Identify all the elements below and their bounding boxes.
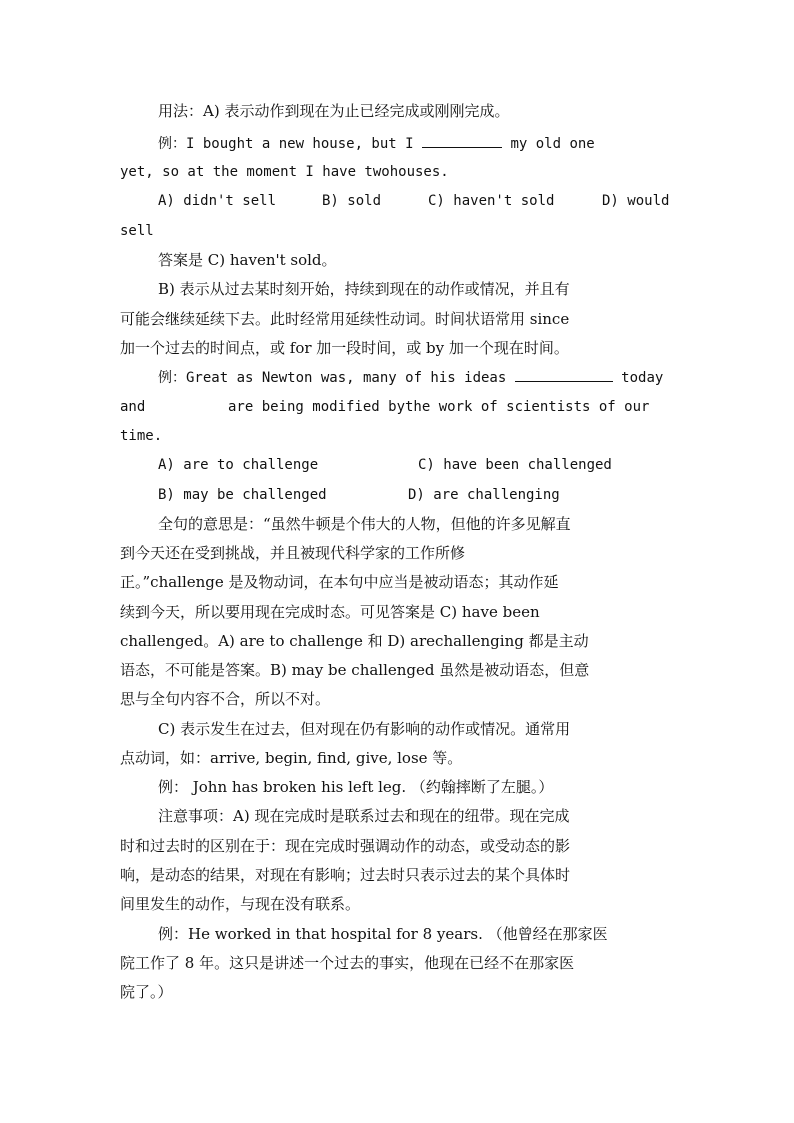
usage-c-line2: 点动词，如：arrive, begin, find, give, lose 等。	[120, 749, 463, 767]
usage-b-line3: 加一个过去的时间点，或 for 加一段时间，或 by 加一个现在时间。	[120, 339, 569, 357]
option-c: C) have been challenged	[418, 457, 612, 473]
example2-options-row2	[158, 485, 758, 505]
option-b: B) sold	[322, 193, 382, 209]
example1-line1	[158, 133, 758, 154]
explanation-line2: 到今天还在受到挑战，并且被现代科学家的工作所修	[120, 544, 466, 562]
notes-line3: 响，是动态的结果，对现在有影响；过去时只表示过去的某个具体时	[120, 866, 571, 884]
answer1-line: 答案是 C) haven't sold。	[158, 251, 337, 269]
example1-text-a: 例：I bought a new house, but I	[158, 136, 414, 152]
example3-line: 例： John has broken his left leg. （约翰摔断了左腿。）	[158, 778, 554, 796]
example2-text-c: are being modified bythe work of scientists of our	[228, 399, 650, 415]
notes-line1: 注意事项：A) 现在完成时是联系过去和现在的纽带。现在完成	[158, 807, 570, 825]
explanation-line4: 续到今天，所以要用现在完成时态。可见答案是 C) have been	[120, 603, 540, 621]
explanation-line7: 思与全句内容不合，所以不对。	[120, 690, 331, 708]
usage-b-line1: B) 表示从过去某时刻开始，持续到现在的动作或情况，并且有	[158, 280, 570, 298]
explanation-line6: 语态，不可能是答案。B) may be challenged 虽然是被动语态，但意	[120, 661, 590, 679]
notes-line4: 间里发生的动作，与现在没有联系。	[120, 895, 361, 913]
example1-blank	[422, 133, 502, 148]
option-a: A) didn't sell	[158, 193, 277, 209]
notes-line2: 时和过去时的区别在于：现在完成时强调动作的动态，或受动态的影	[120, 837, 571, 855]
example2-blank	[515, 367, 613, 382]
example4-line2: 院工作了 8 年。这只是讲述一个过去的事实，他现在已经不在那家医	[120, 954, 575, 972]
example2-and: and	[120, 399, 146, 415]
option-c: C) haven't sold	[428, 193, 555, 209]
option-d: D) are challenging	[408, 487, 560, 503]
option-d: D) would	[602, 193, 670, 209]
example4-line1: 例：He worked in that hospital for 8 years. （他曾经在那家医	[158, 925, 608, 943]
example1-text-b: my old one	[510, 136, 595, 152]
option-b: B) may be challenged	[158, 487, 327, 503]
explanation-line5: challenged。A) are to challenge 和 D) arechallenging 都是主动	[120, 632, 589, 650]
example2-line2	[120, 397, 720, 417]
example2-text-b: today	[621, 370, 664, 386]
example4-line3: 院了。）	[120, 983, 173, 1001]
example1-options-cont: sell	[120, 223, 154, 239]
usage-c-line1: C) 表示发生在过去，但对现在仍有影响的动作或情况。通常用	[158, 720, 571, 738]
example2-line1	[158, 367, 758, 388]
usage-b-line2: 可能会继续延续下去。此时经常用延续性动词。时间状语常用 since	[120, 310, 570, 328]
example2-line3: time.	[120, 428, 163, 444]
example2-options-row1	[158, 455, 758, 475]
explanation-line3: 正。”challenge 是及物动词，在本句中应当是被动语态；其动作延	[120, 573, 559, 591]
example1-options	[158, 191, 758, 211]
usage-a-line: 用法：A) 表示动作到现在为止已经完成或刚刚完成。	[158, 102, 510, 120]
explanation-line1: 全句的意思是：“虽然牛顿是个伟大的人物，但他的许多见解直	[158, 515, 571, 533]
example1-line2: yet, so at the moment I have twohouses.	[120, 164, 449, 180]
option-a: A) are to challenge	[158, 457, 319, 473]
example2-text-a: 例：Great as Newton was, many of his ideas	[158, 370, 507, 386]
